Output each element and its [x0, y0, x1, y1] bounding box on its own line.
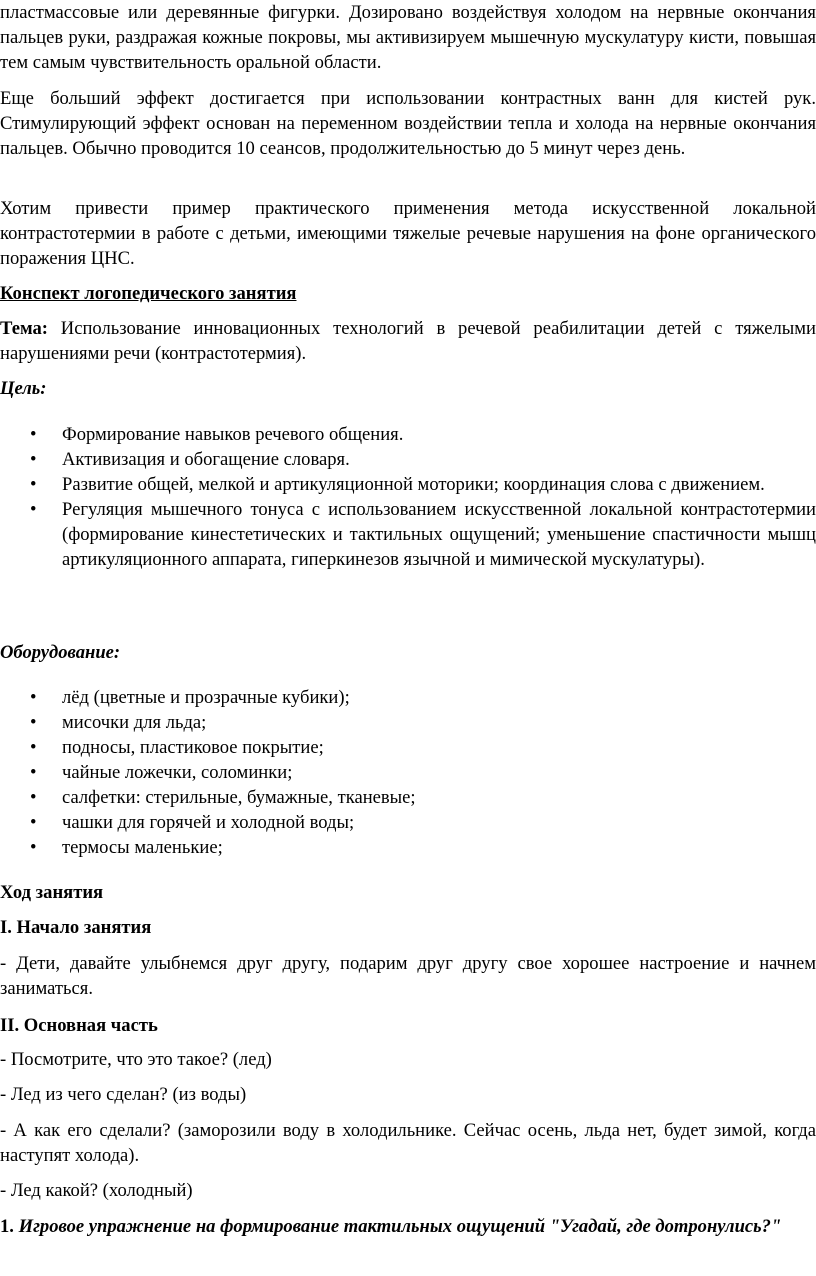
- exercise-title: [0, 1214, 816, 1239]
- list-item: • чайные ложечки, соломинки;: [30, 762, 293, 783]
- exercise-title-text: Игровое упражнение на формирование тактильных ощущений "Угадай, где дотронулись?": [13, 1216, 782, 1237]
- bullet-icon: •: [30, 474, 37, 495]
- list-item: • Формирование навыков речевого общения.: [30, 424, 404, 445]
- dialog-line: - Посмотрите, что это такое? (лед): [0, 1049, 272, 1070]
- section1-text: - Дети, давайте улыбнемся друг другу, подарим друг другу свое хорошее настроение и начнем заниматься.: [0, 953, 816, 999]
- list-item: • Активизация и обогащение словаря.: [30, 449, 350, 470]
- bullet-icon: •: [30, 787, 37, 808]
- list-item: • мисочки для льда;: [30, 712, 207, 733]
- tema-paragraph: [0, 316, 816, 366]
- list-item: • Регуляция мышечного тонуса с использованием искусственной локальной контрастотермии (формирование кинестетических и тактильных ощущений; уменьшение спастичности мышц артикуляционного аппарата, гиперкинезов язычной и мимической мускулатуры).: [30, 499, 816, 570]
- goals-list: [0, 422, 816, 572]
- paragraph-3: Хотим привести пример практического применения метода искусственной локальной контрастотермии в работе с детьми, имеющими тяжелые речевые нарушения на фоне органического поражения ЦНС.: [0, 198, 816, 269]
- section1-heading: I. Начало занятия: [0, 917, 152, 938]
- bullet-icon: •: [30, 837, 37, 858]
- list-item: • салфетки: стерильные, бумажные, тканевые;: [30, 787, 416, 808]
- tema-text: Использование инновационных технологий в речевой реабилитации детей с тяжелыми нарушениями речи (контрастотермия).: [0, 318, 816, 364]
- goal-heading: Цель:: [0, 378, 47, 399]
- dialog-line: - Лед какой? (холодный): [0, 1180, 193, 1201]
- bullet-icon: •: [30, 499, 37, 520]
- bullet-icon: •: [30, 687, 37, 708]
- bullet-icon: •: [30, 712, 37, 733]
- list-item: • Развитие общей, мелкой и артикуляционной моторики; координация слова с движением.: [30, 474, 765, 495]
- list-item: • термосы маленькие;: [30, 837, 223, 858]
- list-item: • лёд (цветные и прозрачные кубики);: [30, 687, 350, 708]
- bullet-icon: •: [30, 812, 37, 833]
- bullet-icon: •: [30, 737, 37, 758]
- paragraph-1: пластмассовые или деревянные фигурки. Дозировано воздействуя холодом на нервные окончания пальцев руки, раздражая кожные покровы, мы активизируем мышечную мускулатуру кисти, повышая тем самым чувствительность оральной области.: [0, 2, 816, 73]
- equipment-heading: Оборудование:: [0, 642, 121, 663]
- dialog-line: - А как его сделали? (заморозили воду в холодильнике. Сейчас осень, льда нет, будет зимой, когда наступят холода).: [0, 1120, 816, 1166]
- bullet-icon: •: [30, 424, 37, 445]
- bullet-icon: •: [30, 762, 37, 783]
- bullet-icon: •: [30, 449, 37, 470]
- paragraph-2: Еще больший эффект достигается при использовании контрастных ванн для кистей рук. Стимулирующий эффект основан на переменном воздействии тепла и холода на нервные окончания пальцев. Обычно проводится 10 сеансов, продолжительностью до 5 минут через день.: [0, 88, 816, 159]
- section2-heading: II. Основная часть: [0, 1015, 158, 1036]
- list-item: • чашки для горячей и холодной воды;: [30, 812, 355, 833]
- equipment-list: [0, 685, 816, 860]
- list-item: • подносы, пластиковое покрытие;: [30, 737, 324, 758]
- exercise-number: 1.: [0, 1216, 14, 1237]
- tema-label: Тема:: [0, 318, 48, 339]
- konspekt-heading: Конспект логопедического занятия: [0, 283, 297, 304]
- dialog-line: - Лед из чего сделан? (из воды): [0, 1084, 247, 1105]
- course-heading: Ход занятия: [0, 882, 104, 903]
